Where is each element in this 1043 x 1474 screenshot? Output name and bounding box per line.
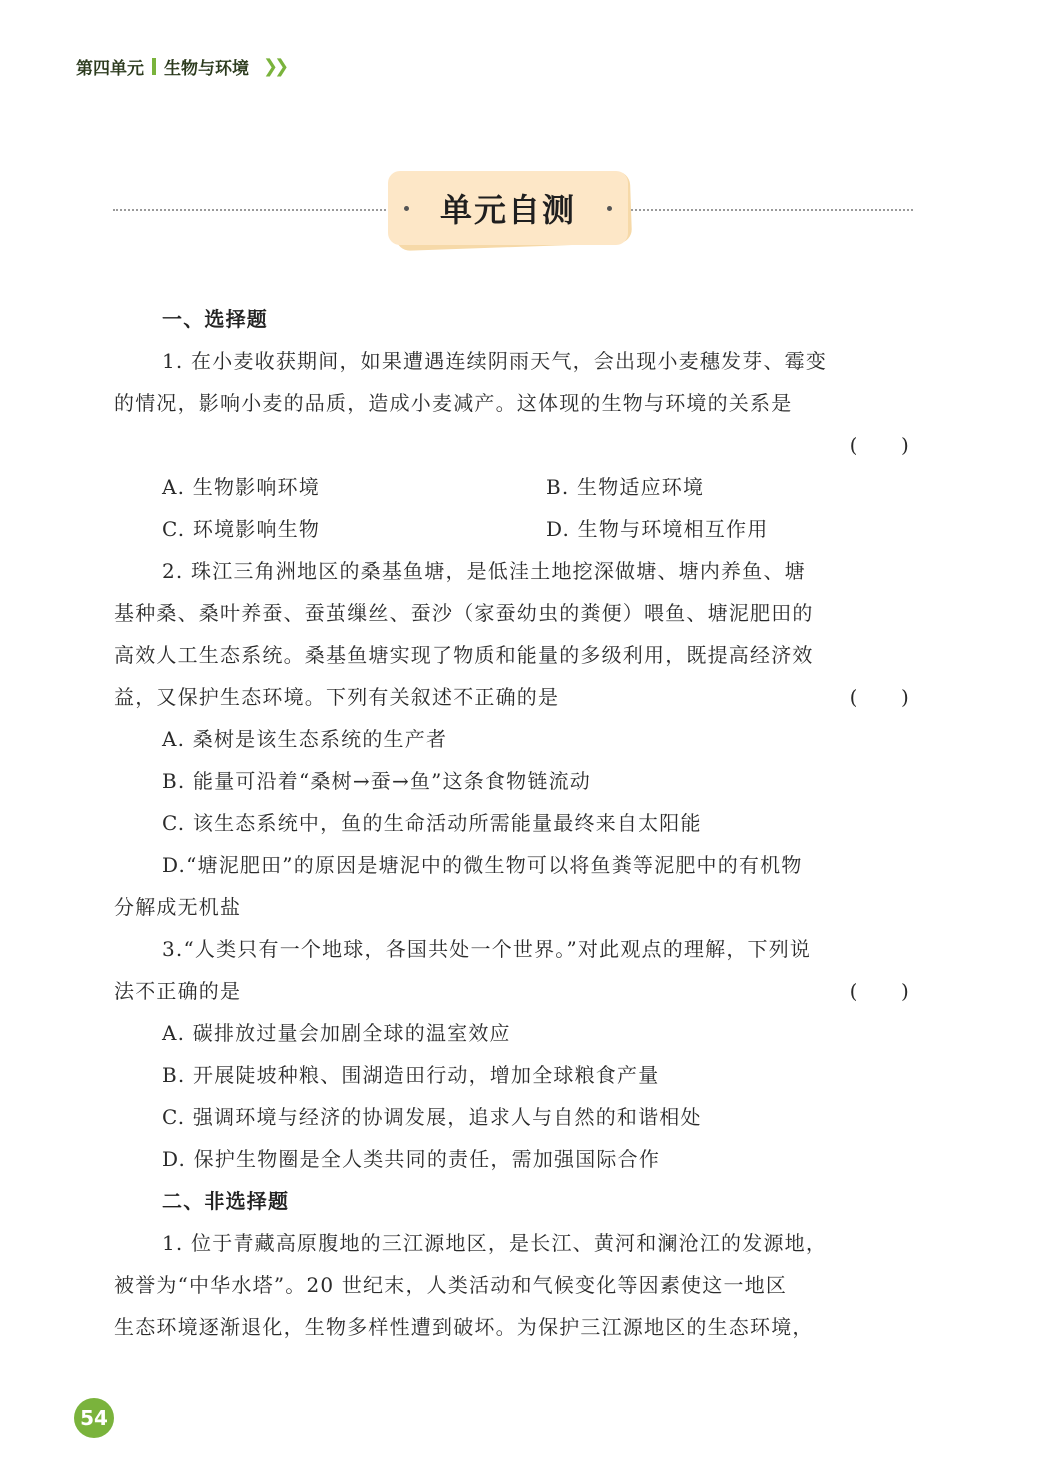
answer-blank: ( )	[849, 433, 910, 457]
answer-blank-row	[114, 424, 914, 466]
question-4-text: 生态环境逐渐退化，生物多样性遭到破坏。为保护三江源地区的生态环境，	[114, 1315, 814, 1339]
running-header	[76, 54, 285, 79]
option-row	[114, 466, 914, 508]
dotted-divider-right	[628, 209, 913, 211]
question-2-text: 基种桑、桑叶养蚕、蚕茧缫丝、蚕沙（家蚕幼虫的粪便）喂鱼、塘泥肥田的	[114, 601, 814, 625]
section-heading-choice: 一、选择题	[162, 307, 268, 331]
question-2-text: 高效人工生态系统。桑基鱼塘实现了物质和能量的多级利用，既提高经济效	[114, 643, 814, 667]
option-c: C. 环境影响生物	[162, 517, 321, 541]
answer-blank: ( )	[849, 979, 910, 1003]
page-title: 单元自测	[439, 191, 576, 229]
chevron-right-icon: ❯❯	[263, 56, 286, 77]
page-number-badge: 54	[74, 1398, 114, 1438]
worksheet-body	[114, 298, 914, 1348]
bullet-dot-icon	[607, 206, 612, 211]
dotted-divider-left	[113, 209, 398, 211]
question-3-last-line: 法不正确的是	[114, 979, 242, 1003]
unit-label: 第四单元	[76, 59, 144, 79]
option-d: D. 保护生物圈是全人类共同的责任，需加强国际合作	[162, 1147, 661, 1171]
option-row	[114, 508, 914, 550]
section-heading-nonchoice: 二、非选择题	[162, 1189, 290, 1213]
question-1-text: 的情况，影响小麦的品质，造成小麦减产。这体现的生物与环境的关系是	[114, 391, 793, 415]
option-b: B. 生物适应环境	[546, 475, 705, 499]
question-4-text: 被誉为“中华水塔”。20 世纪末，人类活动和气候变化等因素使这一地区	[114, 1273, 788, 1297]
option-d: D. 生物与环境相互作用	[546, 517, 769, 541]
option-a: A. 碳排放过量会加剧全球的温室效应	[162, 1021, 511, 1045]
question-3-text: 3.“人类只有一个地球，各国共处一个世界。”对此观点的理解，下列说	[162, 937, 812, 961]
option-b: B. 开展陡坡种粮、围湖造田行动，增加全球粮食产量	[162, 1063, 660, 1087]
option-d-continued: 分解成无机盐	[114, 895, 242, 919]
title-card	[388, 171, 628, 245]
option-a: A. 桑树是该生态系统的生产者	[162, 727, 448, 751]
section-title-banner	[113, 165, 913, 255]
unit-topic: 生物与环境	[164, 59, 249, 79]
question-1-text: 1. 在小麦收获期间，如果遭遇连续阴雨天气，会出现小麦穗发芽、霉变	[162, 349, 828, 373]
bullet-dot-icon	[404, 206, 409, 211]
option-c: C. 强调环境与经济的协调发展，追求人与自然的和谐相处	[162, 1105, 702, 1129]
question-3-text	[114, 970, 914, 1012]
option-d: D.“塘泥肥田”的原因是塘泥中的微生物可以将鱼粪等泥肥中的有机物	[162, 853, 803, 877]
option-c: C. 该生态系统中，鱼的生命活动所需能量最终来自太阳能	[162, 811, 702, 835]
answer-blank: ( )	[849, 685, 910, 709]
question-2-text	[114, 676, 914, 718]
option-a: A. 生物影响环境	[162, 475, 320, 499]
header-divider	[152, 58, 156, 75]
question-2-last-line: 益，又保护生态环境。下列有关叙述不正确的是	[114, 685, 560, 709]
question-4-text: 1. 位于青藏高原腹地的三江源地区，是长江、黄河和澜沧江的发源地，	[162, 1231, 828, 1255]
question-2-text: 2. 珠江三角洲地区的桑基鱼塘，是低洼土地挖深做塘、塘内养鱼、塘	[162, 559, 806, 583]
option-b: B. 能量可沿着“桑树→蚕→鱼”这条食物链流动	[162, 769, 591, 793]
